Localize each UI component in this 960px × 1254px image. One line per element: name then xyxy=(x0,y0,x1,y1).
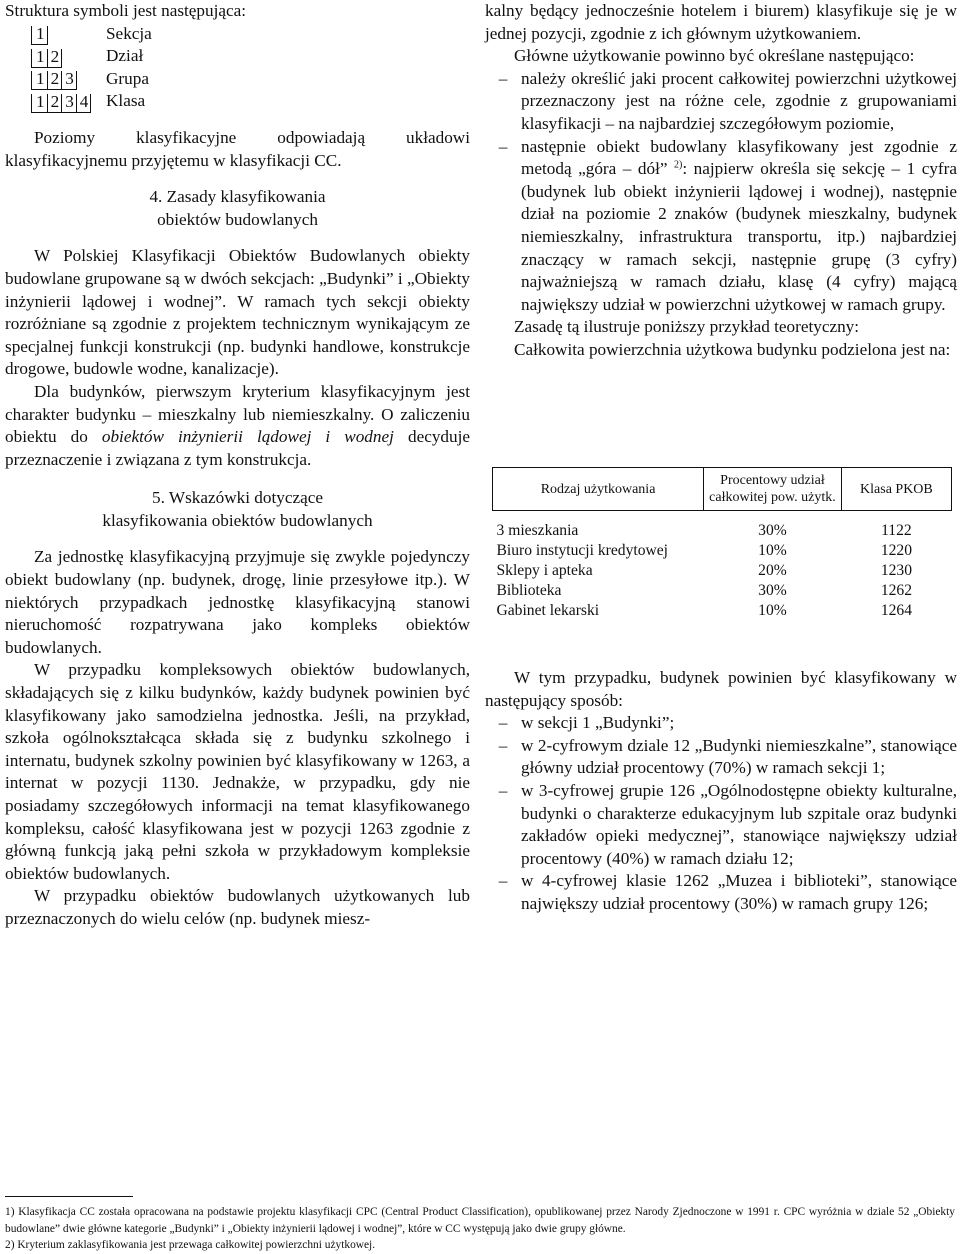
table-header-row xyxy=(493,468,952,511)
symbol-digit: 3 xyxy=(61,94,77,113)
symbol-row xyxy=(5,45,470,68)
symbols-intro: Struktura symboli jest następująca: xyxy=(5,1,247,20)
symbol-digit: 2 xyxy=(47,71,63,90)
table-cell: Biuro instytucji kredytowej xyxy=(496,542,669,559)
dash-item-1 xyxy=(485,68,957,136)
table-cell: 30% xyxy=(758,582,787,599)
symbol-label: Dział xyxy=(106,46,144,66)
continuation-paragraph: kalny będący jednocześnie hotelem i biurem) klasyfikuje się je w jednej pozycji, zgodnie z ich głównym użytkowaniem. xyxy=(485,1,957,43)
example-paragraph: Zasadę tą ilustruje poniższy przykład teoretyczny: xyxy=(514,317,860,337)
dash-marker: – xyxy=(498,780,508,800)
total-area-paragraph: Całkowita powierzchnia użytkowa budynku podzielona jest na: xyxy=(514,339,951,359)
classification-list-item xyxy=(485,712,957,735)
symbol-digit: 1 xyxy=(31,49,48,68)
footnote-2: 2) Kryterium zaklasyfikowania jest przewaga całkowitej powierzchni użytkowej. xyxy=(5,1239,376,1251)
table-cell: 1122 xyxy=(881,522,912,539)
case-paragraph: W tym przypadku, budynek powinien być klasyfikowany w następujący sposób: xyxy=(485,668,957,710)
symbol-row xyxy=(5,68,470,91)
list-item-text: w 4-cyfrowej klasie 1262 „Muzea i biblioteki”, stanowiące największy udział procentowy (30%) w ramach grupy 126; xyxy=(521,871,957,913)
dash-text-a: następnie obiekt budowlany klasyfikowany jest zgodnie z metodą „góra – dół” xyxy=(521,136,957,179)
dash-marker: – xyxy=(498,136,508,156)
dash-item-text: należy określić jaki procent całkowitej powierzchni użytkowej przeznaczony jest na różne cele, zgodnie z grupowaniami klasyfikacji – na najbardziej szczegółowym poziomie, xyxy=(521,68,957,133)
classification-list-item xyxy=(485,735,957,780)
symbol-label: Grupa xyxy=(106,68,149,88)
list-item-text: w sekcji 1 „Budynki”; xyxy=(521,713,675,733)
symbol-digit: 2 xyxy=(47,94,63,113)
symbol-digit: 1 xyxy=(31,94,48,113)
dash-text-b: : najpierw określa się sekcję – 1 cyfra (budynek lub obiekt inżynierii lądowej i wodnej), następnie dział na poziomie 2 znaków (budynek mieszkalny, budynek niemieszkalny, infrastruktura transportu, itp.) najbardziej znaczący w ramach sekcji, następnie grupę (3 cyfry) najważniejszą w ramach działu, klasę (4 cyfry) mającą największy udział w powierzchni użytkowej w ramach grupy. xyxy=(521,159,957,314)
symbol-digit: 2 xyxy=(47,49,63,68)
right-column xyxy=(485,0,957,362)
section-4-heading-line2: obiektów budowlanych xyxy=(157,209,318,229)
list-item-text: w 3-cyfrowej grupie 126 „Ogólnodostępne obiekty kulturalne, budynki o charakterze edukacyjnym lub szpitale oraz budynki zakładów opieki medycznej”, stanowiące największy udział procentowy (40%) w ramach działu 12; xyxy=(521,780,957,868)
dash-marker: – xyxy=(498,68,508,88)
section-4-paragraph-1: W Polskiej Klasyfikacji Obiektów Budowlanych obiekty budowlane grupowane są w dwóch sekcjach: „Budynki” i „Obiekty inżynierii lądowej i wodnej”. W ramach tych sekcji obiekty rozróżniane są zgodnie z projektem technicznym wynikającym ze specjalnej funkcji konstrukcji (np. budynki handlowe, konstrukcje drogowe, budowle wodne, kanalizacje). xyxy=(5,246,470,379)
table-cell: 1264 xyxy=(880,602,912,619)
table-header-cell: Klasa PKOB xyxy=(841,468,951,511)
dash-marker: – xyxy=(498,871,508,891)
table-cell: 1262 xyxy=(880,582,912,599)
symbol-label: Sekcja xyxy=(106,23,152,43)
symbol-digit: 4 xyxy=(76,94,92,113)
table-cell: 1230 xyxy=(880,562,912,579)
symbol-row xyxy=(5,90,470,113)
symbol-row xyxy=(5,23,470,46)
table-header-cell: Procentowy udział całkowitej pow. użytk. xyxy=(704,468,842,511)
table-cell: 30% xyxy=(758,522,787,539)
section-5-heading-line1: 5. Wskazówki dotyczące xyxy=(151,488,323,508)
paragraph-italic-text: obiektów inżynierii lądowej i wodnej xyxy=(101,427,394,447)
footnote-1: 1) Klasyfikacja CC została opracowana na podstawie projektu klasyfikacji CPC (Central Product Classification), opublikowanej przez Narody Zjednoczone w 1991 r. CPC wyróżnia w dziale 52 „Obiekty budowlane” dwie główne kategorie „Budynki” i „Obiekty inżynierii lądowej i wodnej”, które w CC występują jako dwie grupy główne. xyxy=(5,1206,955,1235)
paragraph-text: decyduje przeznaczenie i związana z tym konstrukcja. xyxy=(5,427,471,469)
symbol-label: Klasa xyxy=(106,91,146,111)
table-cell: 10% xyxy=(758,542,787,559)
symbol-digit: 1 xyxy=(31,26,48,45)
levels-paragraph: Poziomy klasyfikacyjne odpowiadają układowi klasyfikacyjnemu przyjętemu w klasyfikacji CC. xyxy=(5,127,470,170)
table-header-cell: Rodzaj użytkowania xyxy=(493,468,704,511)
table-row xyxy=(493,541,952,561)
section-5-paragraph-1: Za jednostkę klasyfikacyjną przyjmuje się zwykle pojedynczy obiekt budowlany (np. budynek, drogę, linie przesyłowe itp.). W niektórych przypadkach jednostkę klasyfikacyjną stanowi nieruchomość rozpatrywana jako kompleks obiektów budowlanych. xyxy=(5,547,470,657)
footnotes xyxy=(5,1204,955,1254)
table-cell: 20% xyxy=(758,562,787,579)
table-cell: 10% xyxy=(758,602,787,619)
classification-list-item xyxy=(485,870,957,915)
classification-list xyxy=(485,712,957,915)
symbol-digit: 1 xyxy=(31,71,48,90)
symbol-structure xyxy=(5,23,470,113)
right-column-lower xyxy=(485,667,957,916)
usage-table xyxy=(492,467,952,621)
symbol-digit: 3 xyxy=(61,71,77,90)
table-cell: Gabinet lekarski xyxy=(496,602,600,619)
table-row xyxy=(493,561,952,581)
table-cell: 1220 xyxy=(880,542,912,559)
paragraph-text: Dla budynków, pierwszym kryterium klasyfikacyjnym jest charakter budynku – mieszkalny lub niemieszkalny. O zaliczeniu obiektu do xyxy=(5,381,470,447)
list-item-text: w 2-cyfrowym dziale 12 „Budynki niemieszkalne”, stanowiące główny udział procentowy (70%) w ramach sekcji 1; xyxy=(521,735,957,778)
table-row xyxy=(493,581,952,601)
section-5-heading-line2: klasyfikowania obiektów budowlanych xyxy=(102,510,373,530)
table-cell: 3 mieszkania xyxy=(496,522,579,539)
table-row xyxy=(493,601,952,621)
footnote-ref-2: 2) xyxy=(674,159,683,171)
section-4-paragraph-2 xyxy=(5,381,470,471)
left-column xyxy=(5,0,470,931)
classification-list-item xyxy=(485,780,957,870)
table-row xyxy=(493,521,952,541)
dash-marker: – xyxy=(498,735,508,755)
section-5-paragraph-2: W przypadku kompleksowych obiektów budowlanych, składających się z kilku budynków, każdy budynek powinien być klasyfikowany jako samodzielna jednostka. Jeśli, na przykład, szkoła ogólnokształcąca składa się z budynku szkolnego i internatu, budynek szkolny powinien być klasyfikowany w 1263, a internat w pozycji 1130. Jednakże, w przypadku, gdy nie posiadamy szczegółowych informacji na temat klasyfikowanego kompleksu, całość klasyfikowana jest w pozycji 1263 zgodnie z główną funkcją jaką pełni szkoła w przykładowym kompleksie obiektów budowlanych. xyxy=(5,660,470,883)
footnote-divider xyxy=(5,1196,133,1197)
table-cell: Sklepy i apteka xyxy=(496,562,593,579)
dash-marker: – xyxy=(498,713,508,733)
dash-item-text xyxy=(521,136,957,317)
table-cell: Biblioteka xyxy=(496,582,562,599)
main-use-paragraph: Główne użytkowanie powinno być określane następująco: xyxy=(514,46,915,66)
dash-item-2 xyxy=(485,136,957,317)
section-4-heading-line1: 4. Zasady klasyfikowania xyxy=(149,187,326,207)
section-5-paragraph-3: W przypadku obiektów budowlanych użytkowanych lub przeznaczonych do wielu celów (np. budynek miesz- xyxy=(5,886,470,928)
